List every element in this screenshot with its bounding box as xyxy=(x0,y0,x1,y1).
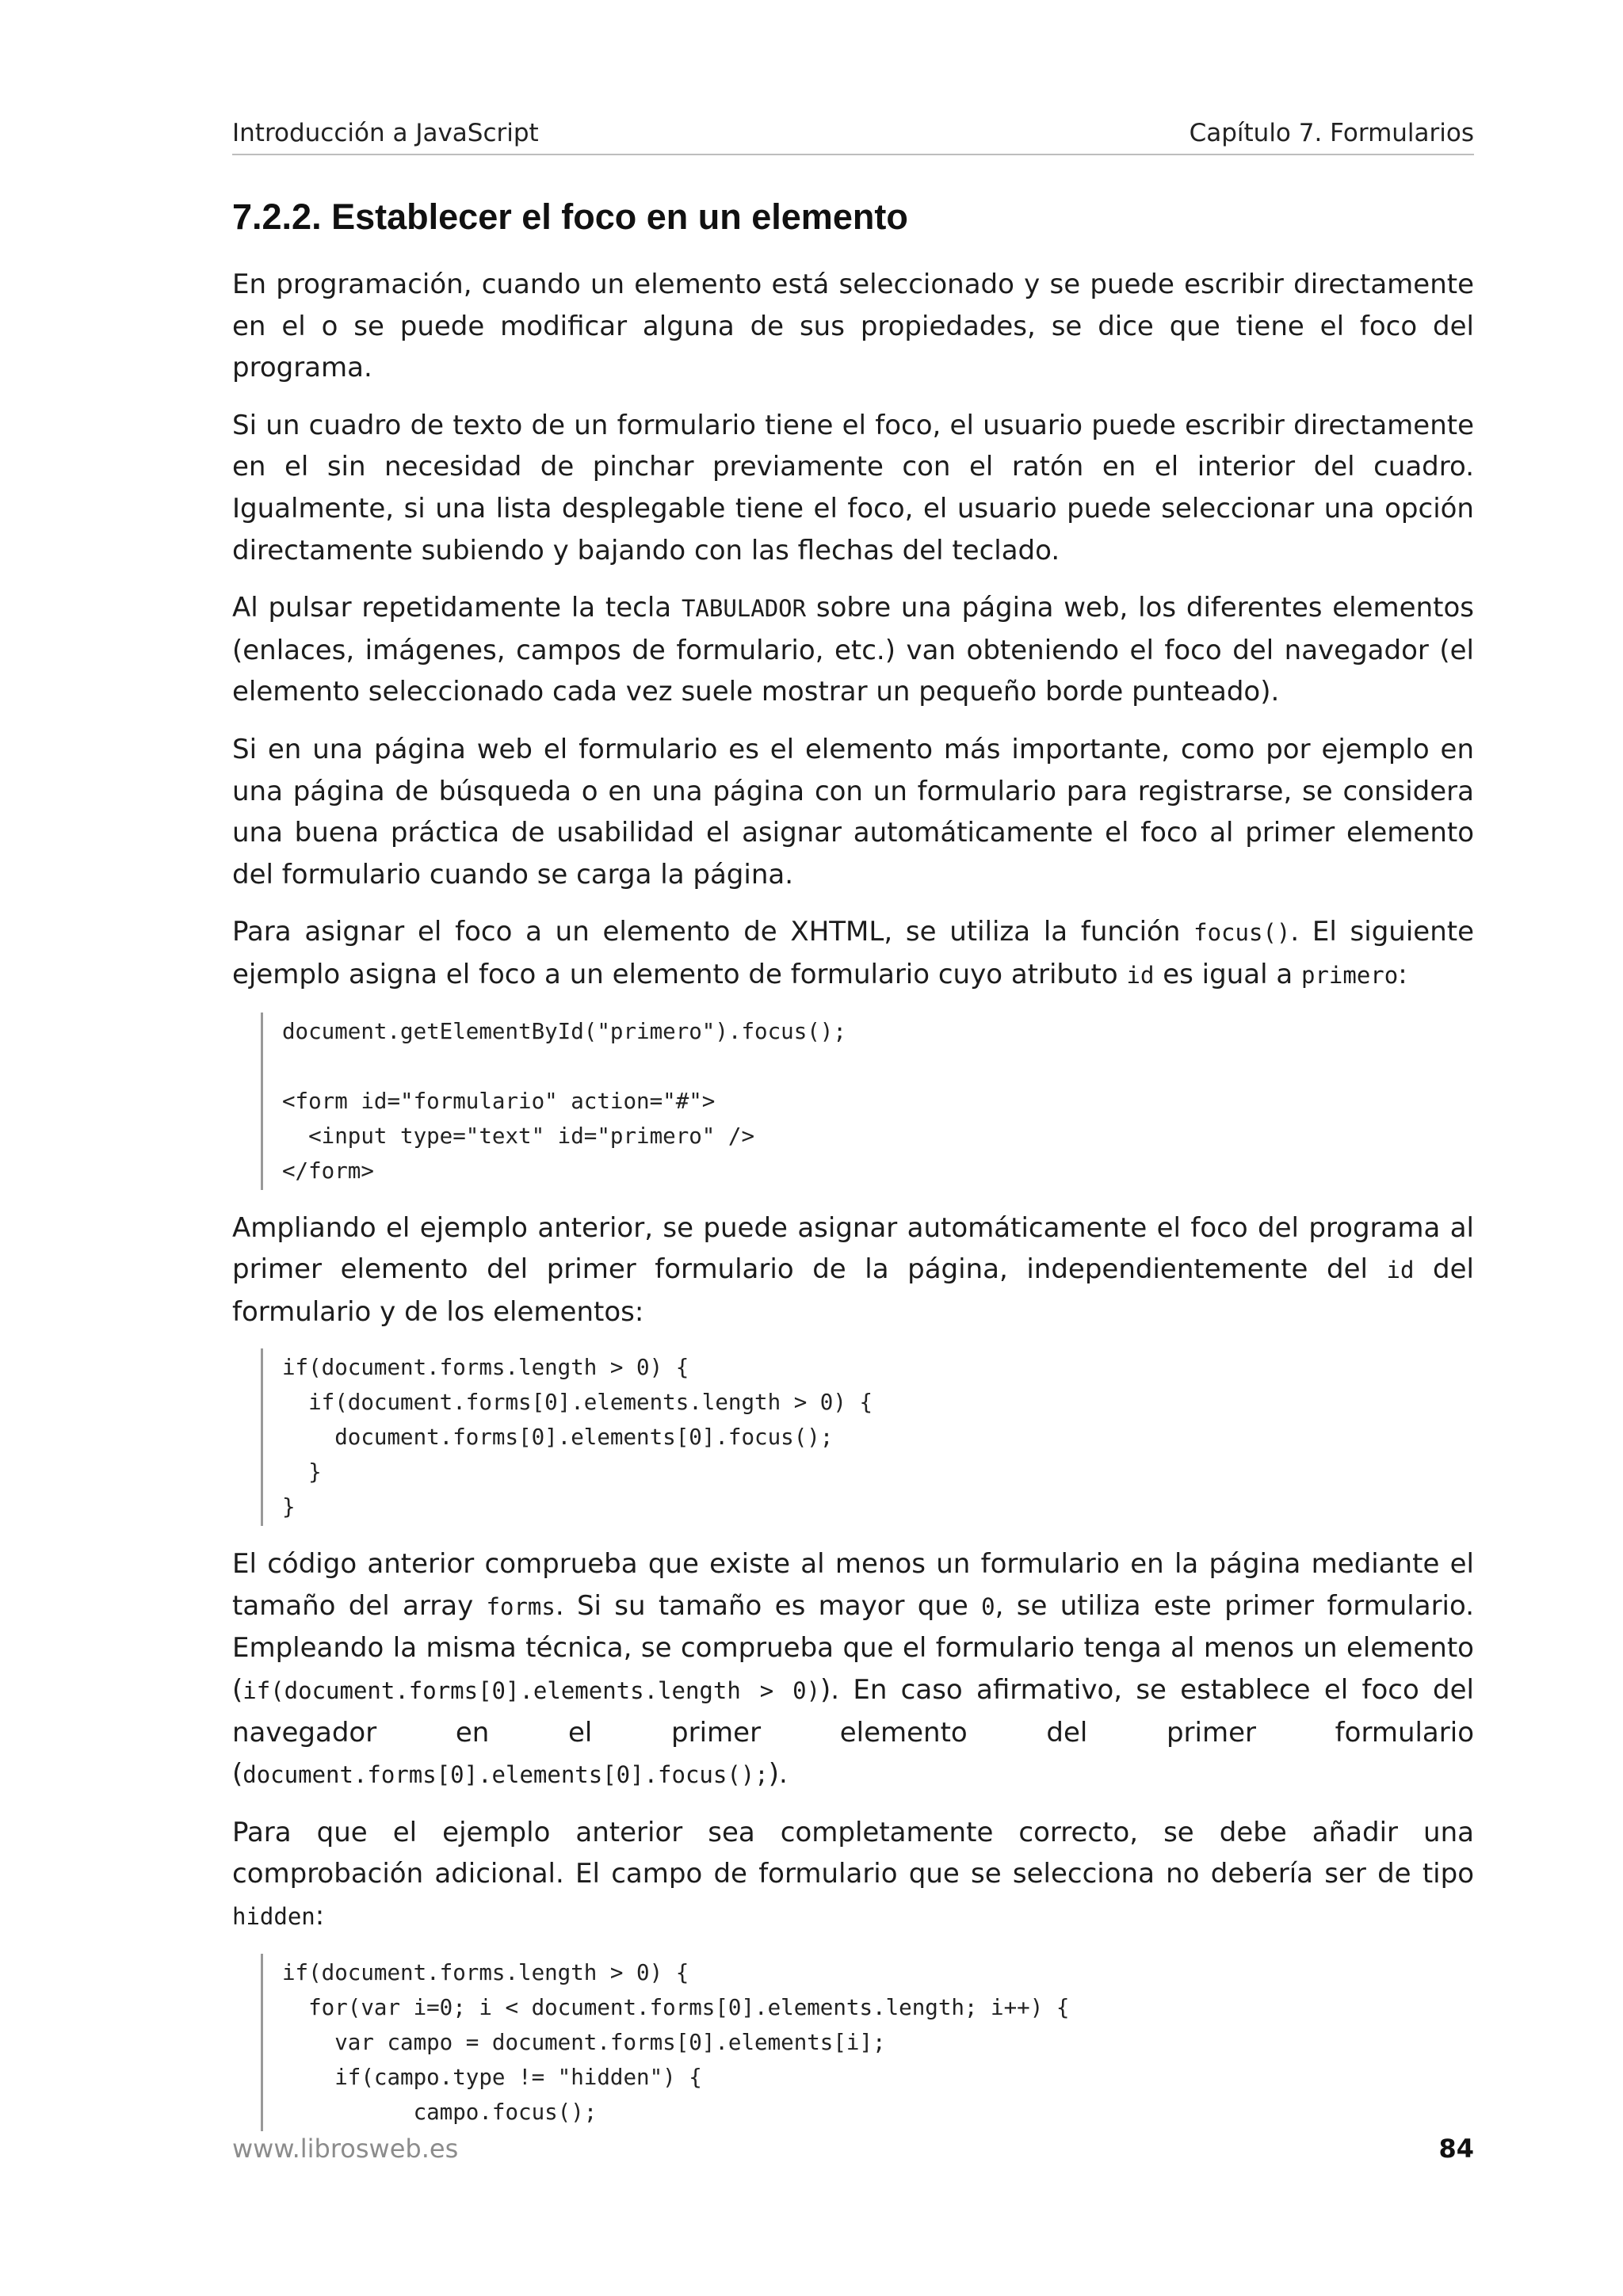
code-line: campo.focus(); xyxy=(282,2099,598,2125)
text-run: Ampliando el ejemplo anterior, se puede asignar automáticamente el foco del programa al primer elemento del primer formulario de la página, independientemente del xyxy=(232,1211,1474,1286)
code-block-getelementbyid xyxy=(261,1013,1474,1190)
code-line: if(document.forms[0].elements.length > 0) { xyxy=(282,1390,873,1416)
inline-code: focus() xyxy=(1193,919,1291,947)
code-line: } xyxy=(282,1494,296,1520)
inline-code: document.forms[0].elements[0].focus(); xyxy=(242,1761,769,1789)
text-run: ). En caso afirmativo, se establece el foco del navegador en el primer elemento del primer formulario ( xyxy=(232,1674,1474,1791)
paragraph-textbox-focus: Si un cuadro de texto de un formulario tiene el foco, el usuario puede escribir directamente en el sin necesidad de pinchar previamente con el ratón en el interior del cuadro. Igualmente, si una lista desplegable tiene el foco, el usuario puede seleccionar una opción directamente subiendo y bajando con las flechas del teclado. xyxy=(232,409,1474,566)
code-line: if(campo.type != "hidden") { xyxy=(282,2064,702,2090)
code-line: document.getElementById("primero").focus(); xyxy=(282,1018,846,1044)
code-line: document.forms[0].elements[0].focus(); xyxy=(282,1425,834,1451)
inline-code: id xyxy=(1126,961,1155,989)
code-line: var campo = document.forms[0].elements[i]; xyxy=(282,2029,886,2055)
paragraph-hidden-check xyxy=(232,1812,1474,1938)
section-title: 7.2.2. Establecer el foco en un elemento xyxy=(232,196,908,237)
code-line: </form> xyxy=(282,1158,374,1184)
inline-code: if(document.forms[0].elements.length > 0) xyxy=(242,1677,821,1705)
inline-code: primero xyxy=(1300,961,1399,989)
inline-code: forms xyxy=(486,1592,556,1620)
section-content xyxy=(232,264,1474,2149)
code-line: if(document.forms.length > 0) { xyxy=(282,1355,689,1381)
paragraph-first-element xyxy=(232,1207,1474,1333)
header-chapter-title: Capítulo 7. Formularios xyxy=(1189,119,1474,147)
code-line: if(document.forms.length > 0) { xyxy=(282,1959,689,1985)
code-line: <input type="text" id="primero" /> xyxy=(282,1123,755,1149)
inline-code: id xyxy=(1386,1257,1415,1284)
paragraph-focus-definition: En programación, cuando un elemento está seleccionado y se puede escribir directamente en el o se puede modificar alguna de sus propiedades, se dice que tiene el foco del programa. xyxy=(232,269,1474,384)
code-block-hidden-loop xyxy=(261,1954,1474,2131)
inline-code: 0 xyxy=(981,1592,995,1620)
text-run: . El siguiente ejemplo asigna el foco a un elemento de formulario cuyo atributo xyxy=(232,916,1474,990)
code-block-forms-length xyxy=(261,1348,1474,1526)
code-line: <form id="formulario" action="#"> xyxy=(282,1088,716,1114)
footer-website: www.librosweb.es xyxy=(232,2134,459,2164)
text-run: Al pulsar repetidamente la tecla xyxy=(232,592,682,624)
code-line: } xyxy=(282,1459,322,1486)
text-run: sobre una página web, los diferentes elementos (enlaces, imágenes, campos de formulario, etc.) van obteniendo el foco del navegador (el elemento seleccionado cada vez suele mostrar un pequeño borde punteado). xyxy=(232,592,1474,708)
paragraph-tab-key xyxy=(232,587,1474,713)
code-line: for(var i=0; i < document.forms[0].elements.length; i++) { xyxy=(282,1994,1070,2020)
paragraph-usability: Si en una página web el formulario es el elemento más importante, como por ejemplo en una página de búsqueda o en una página con un formulario para registrarse, se considera una buena práctica de usabilidad el asignar automáticamente el foco al primer elemento del formulario cuando se carga la página. xyxy=(232,733,1474,891)
running-header xyxy=(232,119,1474,155)
text-run: es igual a xyxy=(1154,958,1301,990)
text-run: : xyxy=(315,1900,325,1932)
text-run: ). xyxy=(768,1758,788,1791)
text-run: Para que el ejemplo anterior sea completamente correcto, se debe añadir una comprobación adicional. El campo de formulario que se selecciona no debería ser de tipo xyxy=(232,1816,1474,1890)
paragraph-code-explanation xyxy=(232,1543,1474,1796)
inline-code: hidden xyxy=(232,1903,315,1931)
text-run: Para asignar el foco a un elemento de XHTML, se utiliza la función xyxy=(232,916,1194,948)
text-run: : xyxy=(1398,958,1407,990)
text-run: , se utiliza este primer formulario. Empleando la misma técnica, se comprueba que el formulario tenga al menos un elemento ( xyxy=(232,1589,1475,1707)
text-run: del formulario y de los elementos: xyxy=(232,1253,1474,1328)
code-line xyxy=(282,1049,1474,1084)
text-run: El código anterior comprueba que existe al menos un formulario en la página mediante el tamaño del array xyxy=(232,1548,1474,1622)
header-book-title: Introducción a JavaScript xyxy=(232,119,539,147)
paragraph-focus-function xyxy=(232,911,1474,996)
page-number: 84 xyxy=(1438,2134,1474,2164)
inline-code: TABULADOR xyxy=(681,595,807,623)
text-run: . Si su tamaño es mayor que xyxy=(555,1589,982,1622)
